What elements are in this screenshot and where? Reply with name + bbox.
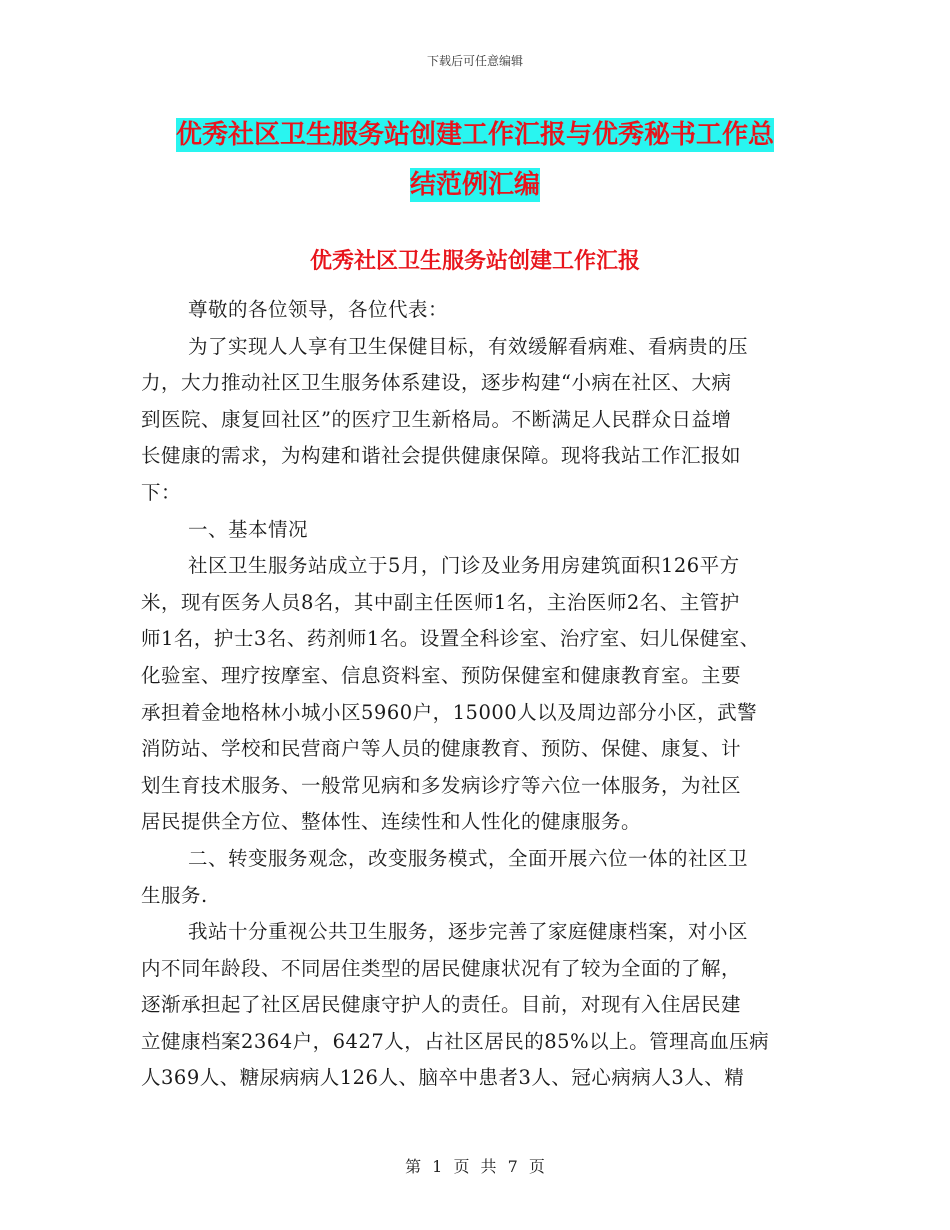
- body-text: [141, 292, 831, 1097]
- document-title: [0, 110, 950, 210]
- text-line: 承担着金地格林小城小区5960户，15000人以及周边部分小区，武警: [141, 700, 758, 724]
- header-note: 下载后可任意编辑: [426, 54, 523, 68]
- text-line: 米，现有医务人员8名，其中副主任医师1名，主治医师2名、主管护: [141, 590, 740, 614]
- text-line: 尊敬的各位领导，各位代表：: [188, 298, 449, 321]
- text-line: 化验室、理疗按摩室、信息资料室、预防保健室和健康教育室。主要: [141, 663, 742, 687]
- text-line: 到医院、康复回社区”的医疗卫生新格局。不断满足人民群众日益增: [141, 407, 732, 431]
- text-line: 我站十分重视公共卫生服务，逐步完善了家庭健康档案，对小区: [188, 920, 749, 944]
- document-title-line-1: 优秀社区卫生服务站创建工作汇报与优秀秘书工作总: [175, 120, 774, 150]
- text-line: 二、转变服务观念，改变服务模式，全面开展六位一体的社区卫: [188, 846, 749, 870]
- text-line: 居民提供全方位、整体性、连续性和人性化的健康服务。: [141, 810, 642, 834]
- text-line: 力，大力推动社区卫生服务体系建设，逐步构建“小病在社区、大病: [141, 371, 732, 395]
- section-title: 优秀社区卫生服务站创建工作汇报: [309, 248, 640, 274]
- text-line: 消防站、学校和民营商户等人员的健康教育、预防、保健、康复、计: [141, 737, 742, 761]
- text-line: 社区卫生服务站成立于5月，门诊及业务用房建筑面积126平方: [188, 554, 740, 578]
- text-line: 为了实现人人享有卫生保健目标，有效缓解看病难、看病贵的压: [188, 334, 749, 358]
- text-line: 师1名，护士3名、药剂师1名。设置全科诊室、治疗室、妇儿保健室、: [141, 627, 760, 651]
- text-line: 长健康的需求，为构建和谐社会提供健康保障。现将我站工作汇报如: [141, 444, 742, 468]
- text-line: 人369人、糖尿病病人126人、脑卒中患者3人、冠心病病人3人、精: [141, 1066, 745, 1090]
- text-line: 一、基本情况: [188, 517, 309, 541]
- text-line: 划生育技术服务、一般常见病和多发病诊疗等六位一体服务，为社区: [141, 773, 742, 797]
- text-line: 立健康档案2364户，6427人，占社区居民的85%以上。管理高血压病: [141, 1029, 770, 1053]
- text-line: 下：: [141, 480, 182, 504]
- text-line: 内不同年龄段、不同居住类型的居民健康状况有了较为全面的了解，: [141, 956, 742, 980]
- page-number: 第 1 页 共 7 页: [405, 1157, 545, 1176]
- document-title-line-2: 结范例汇编: [409, 170, 540, 200]
- text-line: 生服务.: [141, 883, 208, 907]
- text-line: 逐渐承担起了社区居民健康守护人的责任。目前，对现有入住居民建: [141, 993, 742, 1017]
